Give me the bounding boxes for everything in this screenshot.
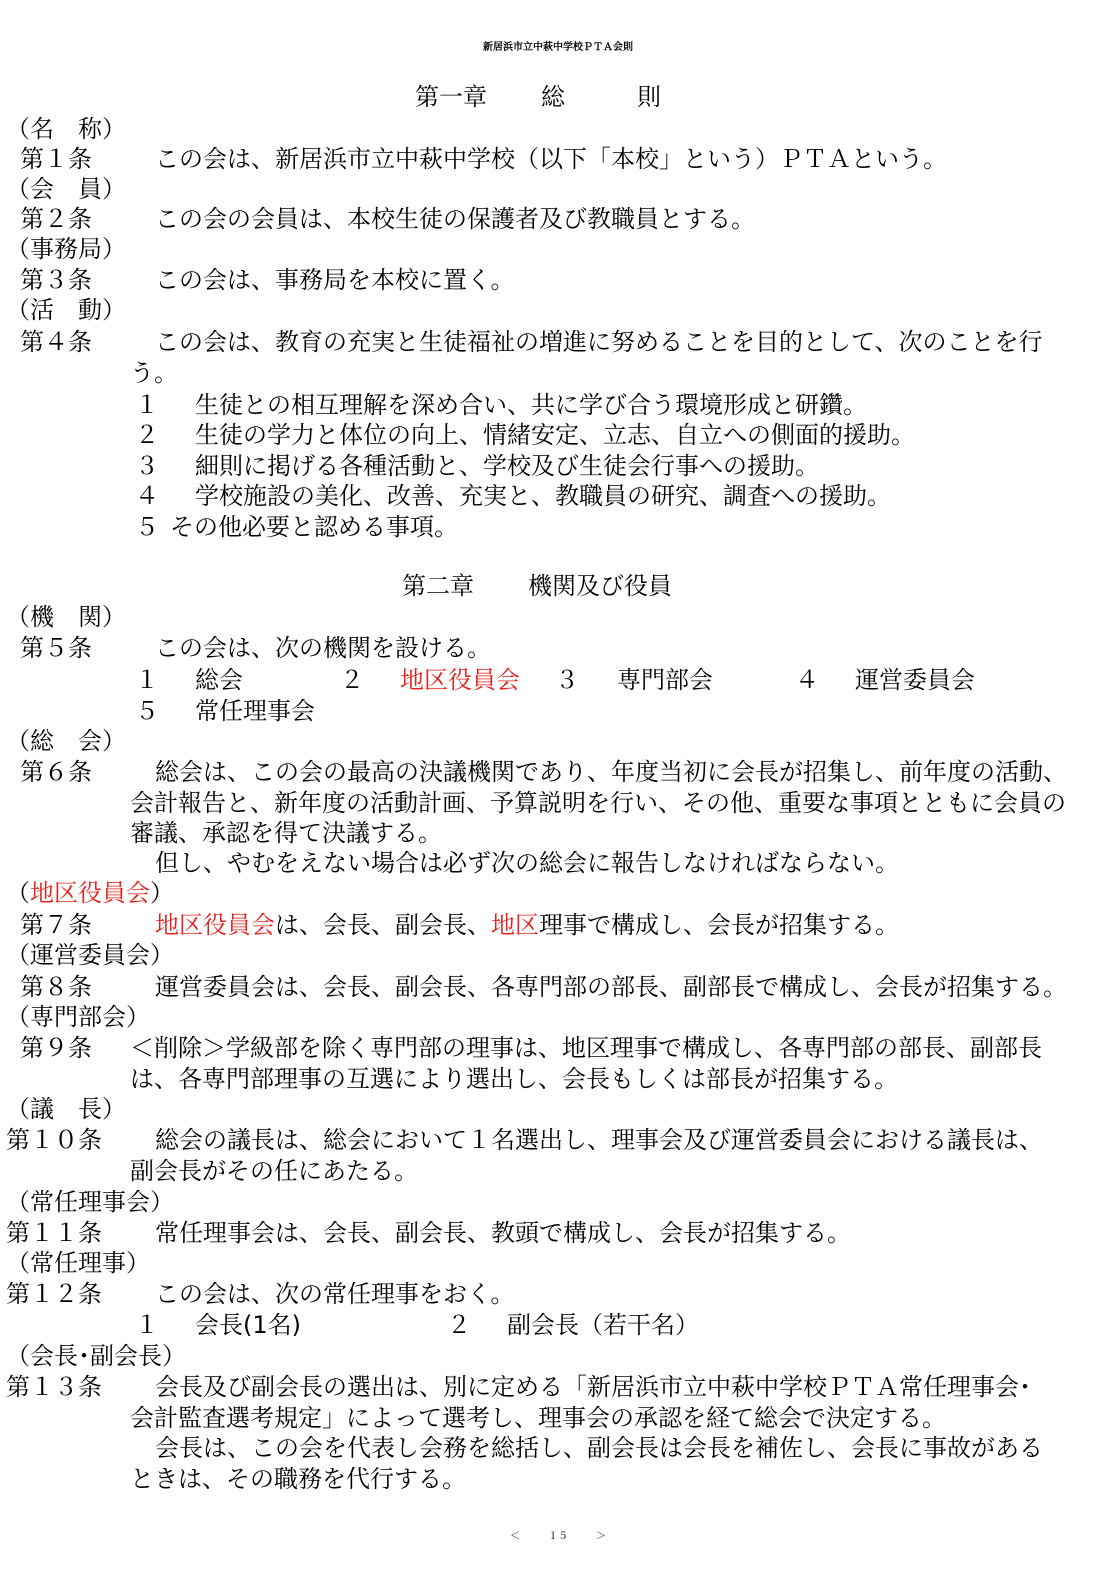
page-number — [0, 1520, 1116, 1554]
document-title: 新居浜市立中萩中学校ＰＴＡ会則 — [483, 42, 633, 53]
organ-item: 常任理事会 — [195, 697, 315, 725]
article-text: 副会長がその任にあたる。 — [130, 1157, 418, 1185]
red-text: 地区 — [491, 911, 539, 939]
article-heading: （名 称） — [6, 115, 126, 143]
article-number: 第１２条 — [6, 1280, 102, 1308]
article-number: 第１条 — [20, 145, 92, 173]
article-number: 第５条 — [20, 634, 92, 662]
chapter2-name: 機関及び役員 — [528, 572, 672, 600]
list-item: 生徒の学力と体位の向上、情緒安定、立志、自立への側面的援助。 — [195, 421, 915, 449]
article-text: この会は、新居浜市立中萩中学校（以下「本校」という）ＰＴＡという。 — [155, 145, 947, 173]
list-item-number: １ — [135, 1311, 159, 1339]
article-text — [155, 910, 899, 940]
organ-number: ５ — [135, 697, 159, 725]
article-text: この会は、次の機関を設ける。 — [155, 634, 491, 662]
article-text: ときは、その職務を代行する。 — [130, 1465, 466, 1493]
heading-red-text: 地区役員会 — [30, 879, 150, 907]
organ-item: 地区役員会 — [400, 666, 520, 694]
article-number: 第４条 — [20, 328, 92, 356]
article-text: 審議、承認を得て決議する。 — [130, 819, 442, 847]
heading-close: ） — [150, 879, 174, 907]
red-text: 地区役員会 — [155, 911, 275, 939]
organ-item: 運営委員会 — [855, 666, 975, 694]
list-item-number: ５ — [135, 513, 159, 541]
page-bracket-close: ＞ — [596, 1531, 606, 1542]
article-number: 第８条 — [20, 973, 92, 1001]
text-part: は、会長、副会長、 — [275, 911, 491, 939]
article-text: この会の会員は、本校生徒の保護者及び教職員とする。 — [155, 205, 755, 233]
article-number: 第２条 — [20, 205, 92, 233]
page-bracket-open: ＜ — [510, 1531, 520, 1542]
list-item: 学校施設の美化、改善、充実と、教職員の研究、調査への援助。 — [195, 482, 891, 510]
list-item: 生徒との相互理解を深め合い、共に学び合う環境形成と研鑽。 — [195, 391, 867, 419]
organ-number: ４ — [795, 666, 819, 694]
article-heading: （専門部会） — [6, 1003, 150, 1031]
text-part: 理事で構成し、会長が招集する。 — [539, 911, 899, 939]
article-text: 会長及び副会長の選出は、別に定める「新居浜市立中萩中学校ＰＴＡ常任理事会･ — [155, 1373, 1031, 1401]
article-heading: （常任理事） — [6, 1249, 150, 1277]
list-item-number: １ — [135, 391, 159, 419]
article-heading: （常任理事会） — [6, 1188, 174, 1216]
list-item: 細則に掲げる各種活動と、学校及び生徒会行事への援助。 — [195, 452, 819, 480]
page-number-value: １５ — [548, 1531, 568, 1542]
organ-item: 専門部会 — [617, 666, 713, 694]
article-text: 総会の議長は、総会において１名選出し、理事会及び運営委員会における議長は、 — [155, 1126, 1043, 1154]
article-heading: （議 長） — [6, 1095, 126, 1123]
article-text: 但し、やむをえない場合は必ず次の総会に報告しなければならない。 — [155, 849, 899, 877]
article-text: 会計監査選考規定」によって選考し、理事会の承認を経て総会で決定する。 — [130, 1404, 946, 1432]
article-heading: （機 関） — [6, 603, 126, 631]
list-item-number: ４ — [135, 482, 159, 510]
organ-number: １ — [135, 666, 159, 694]
chapter1-name: 総 則 — [541, 83, 661, 111]
article-text: う。 — [130, 359, 178, 387]
article-text: 会計報告と、新年度の活動計画、予算説明を行い、その他、重要な事項とともに会員の — [130, 789, 1066, 817]
article-heading: （活 動） — [6, 296, 126, 324]
article-text: 総会は、この会の最高の決議機関であり、年度当初に会長が招集し、前年度の活動、 — [155, 758, 1067, 786]
article-text: ＜削除＞学級部を除く専門部の理事は、地区理事で構成し、各専門部の部長、副部長 — [130, 1034, 1042, 1062]
article-text: この会は、次の常任理事をおく。 — [155, 1280, 515, 1308]
article-heading — [6, 878, 174, 908]
article-number: 第１３条 — [6, 1373, 102, 1401]
article-number: 第６条 — [20, 758, 92, 786]
organ-number: ３ — [555, 666, 579, 694]
article-text: この会は、教育の充実と生徒福祉の増進に努めることを目的として、次のことを行 — [155, 328, 1043, 356]
article-heading: （運営委員会） — [6, 941, 174, 969]
list-item-number: ２ — [447, 1311, 471, 1339]
article-text: 運営委員会は、会長、副会長、各専門部の部長、副部長で構成し、会長が招集する。 — [155, 973, 1067, 1001]
list-item: 会長(1名) — [195, 1311, 301, 1339]
list-item-number: ２ — [135, 421, 159, 449]
chapter2-label: 第二章 — [402, 572, 474, 600]
article-number: 第９条 — [20, 1034, 92, 1062]
article-text: は、各専門部理事の互選により選出し、会長もしくは部長が招集する。 — [130, 1065, 898, 1093]
list-item-number: ３ — [135, 452, 159, 480]
list-item: その他必要と認める事項。 — [170, 513, 458, 541]
article-heading: （会 員） — [6, 175, 126, 203]
article-heading: （会長･副会長） — [6, 1342, 186, 1370]
heading-open: （ — [6, 879, 30, 907]
list-item: 副会長（若干名） — [507, 1311, 699, 1339]
organ-item: 総会 — [195, 666, 243, 694]
article-text: この会は、事務局を本校に置く。 — [155, 266, 515, 294]
article-text: 会長は、この会を代表し会務を総括し、副会長は会長を補佐し、会長に事故がある — [155, 1434, 1043, 1462]
article-number: 第７条 — [20, 911, 92, 939]
article-text: 常任理事会は、会長、副会長、教頭で構成し、会長が招集する。 — [155, 1219, 851, 1247]
chapter1-label: 第一章 — [415, 83, 487, 111]
organ-number: ２ — [340, 666, 364, 694]
article-number: 第３条 — [20, 266, 92, 294]
article-heading: （事務局） — [6, 235, 126, 263]
article-number: 第１０条 — [6, 1126, 102, 1154]
article-number: 第１１条 — [6, 1219, 102, 1247]
article-heading: （総 会） — [6, 727, 126, 755]
